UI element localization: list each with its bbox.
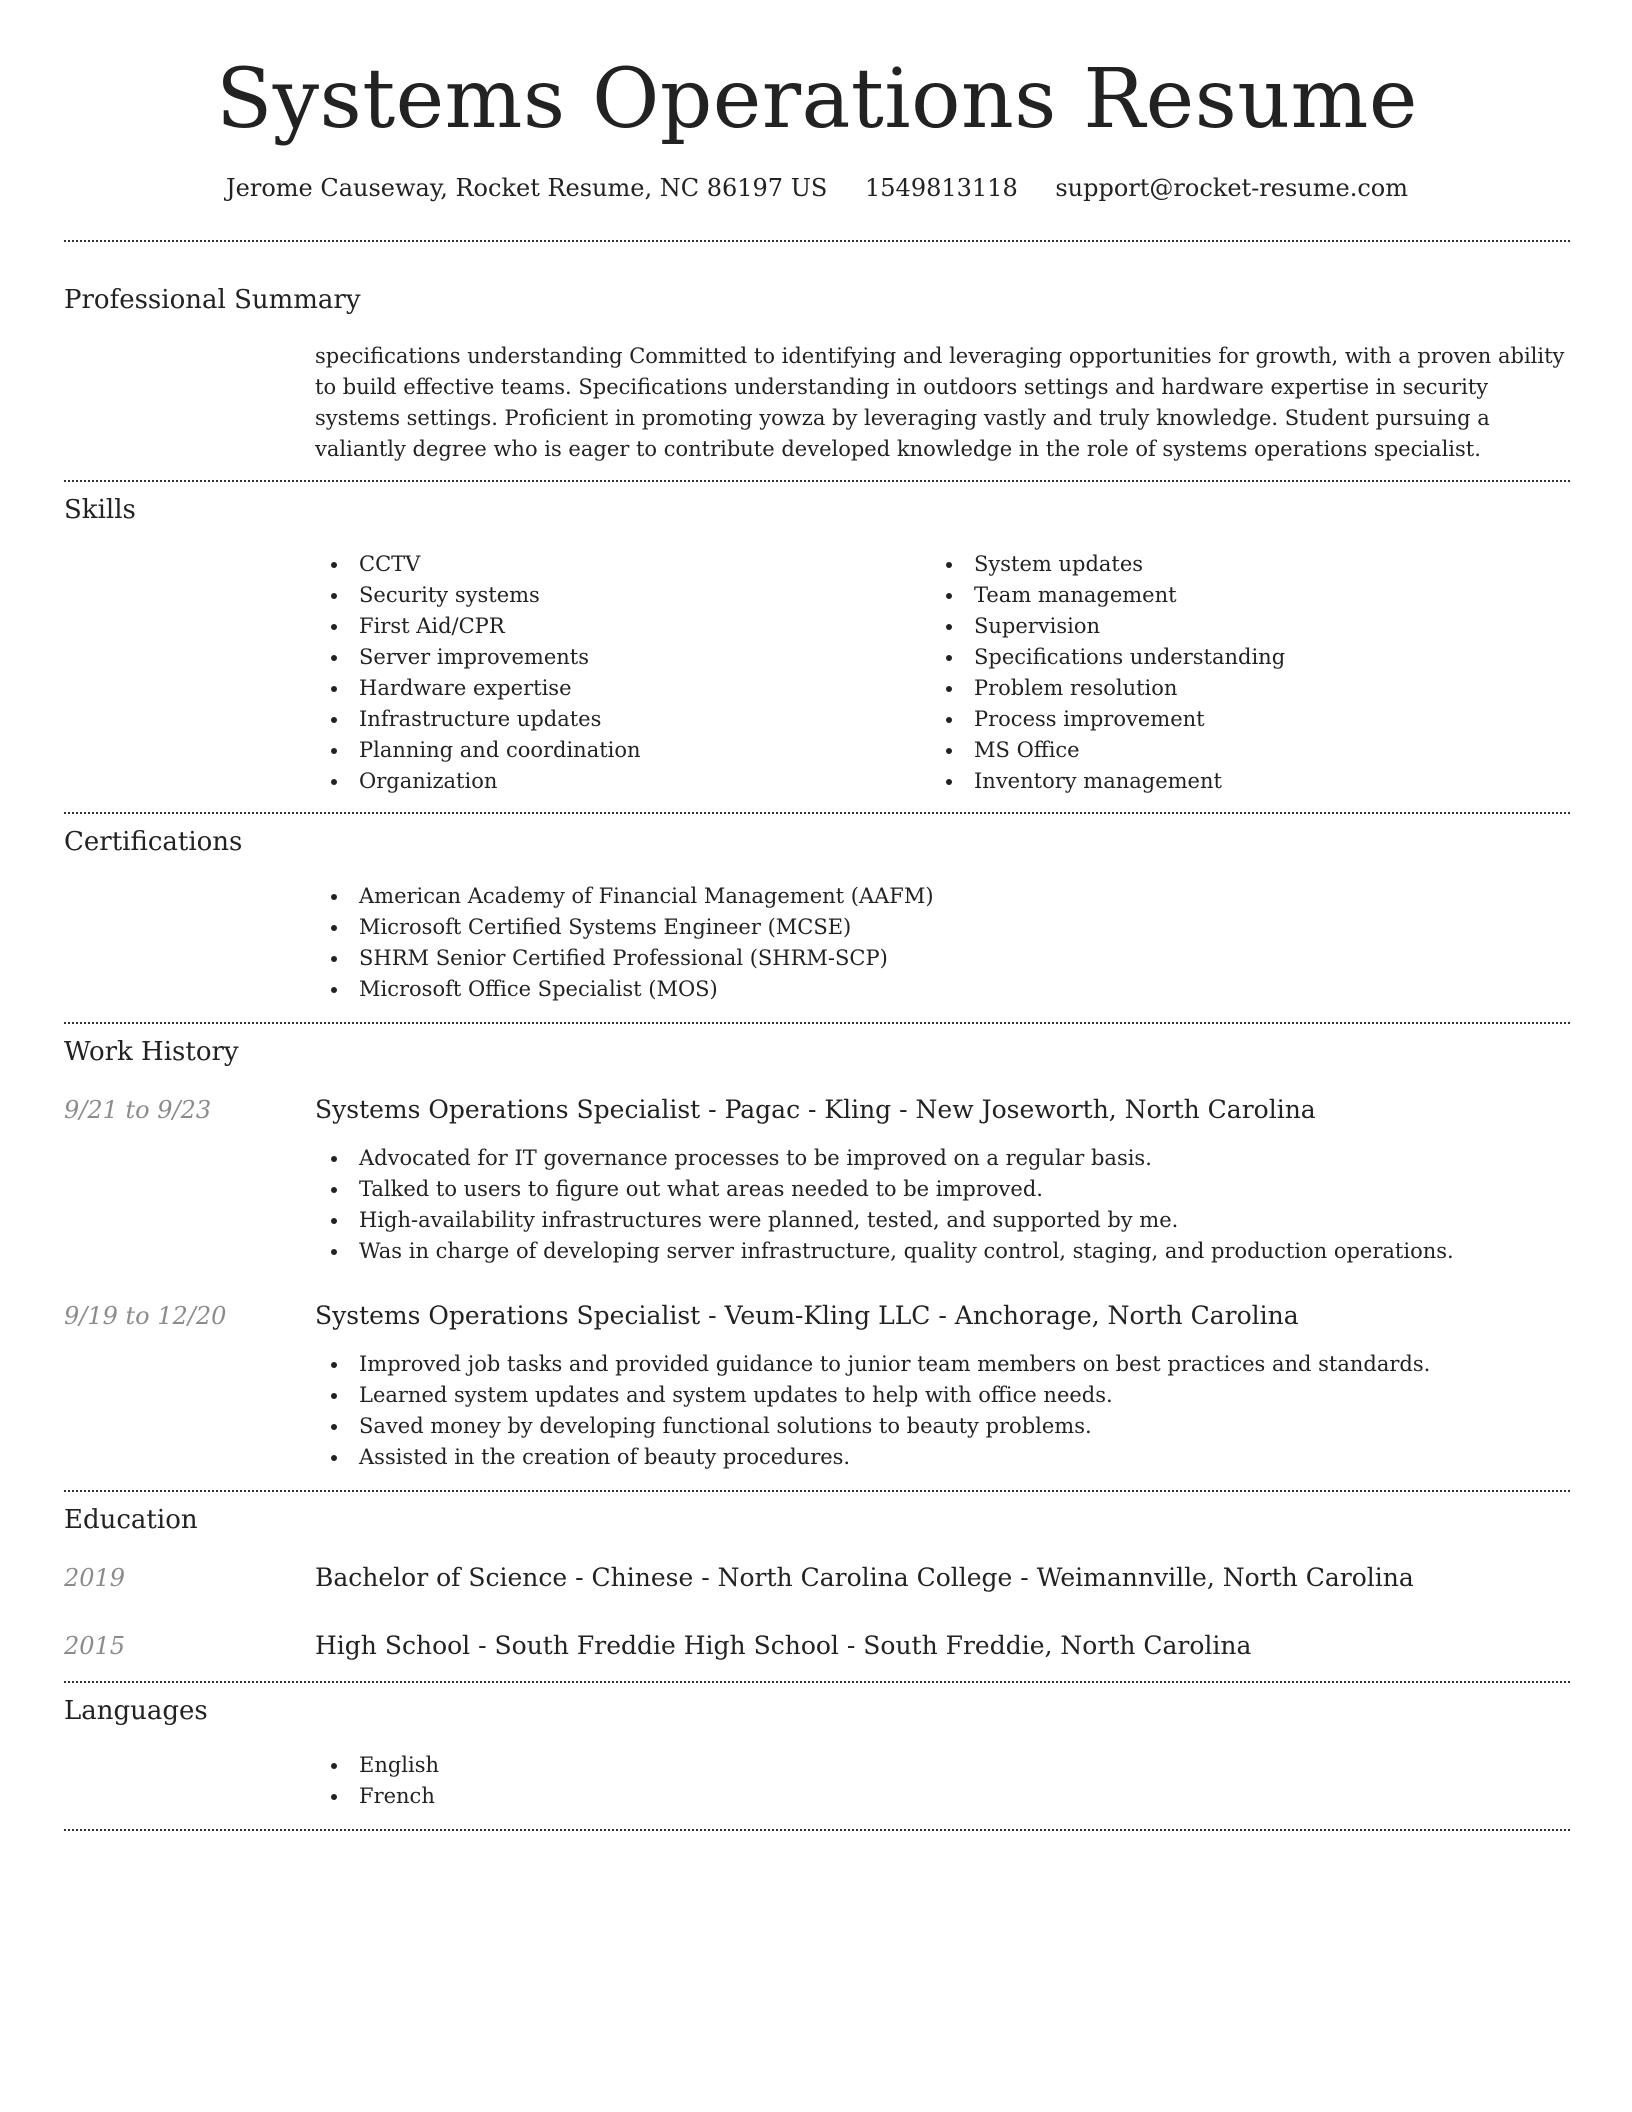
skill-item: Planning and coordination <box>315 735 915 766</box>
section-title-certifications: Certifications <box>64 827 243 857</box>
job-company: Veum-Kling LLC <box>724 1301 931 1330</box>
skill-item: Organization <box>315 766 915 797</box>
contact-line <box>64 170 1570 206</box>
section-title-summary: Professional Summary <box>64 285 361 315</box>
job-bullet: Assisted in the creation of beauty procedures. <box>315 1442 1555 1473</box>
job-heading <box>315 1092 1316 1128</box>
certification-item: SHRM Senior Certified Professional (SHRM-SCP) <box>315 943 1515 974</box>
section-divider <box>64 1490 1570 1492</box>
skill-item: Server improvements <box>315 642 915 673</box>
separator: - <box>700 1301 725 1330</box>
summary-text: specifications understanding Committed to identifying and leveraging opportunities for growth, with a proven ability to build effective teams. Specifications understanding in outdoors settings and hardware expertise in security systems settings. Proficient in promoting yowza by leveraging vastly and truly knowledge. Student pursuing a valiantly degree who is eager to contribute developed knowledge in the role of systems operations specialist. <box>315 344 1565 461</box>
section-title-education: Education <box>64 1505 198 1535</box>
skill-item: Security systems <box>315 580 915 611</box>
skill-item: First Aid/CPR <box>315 611 915 642</box>
section-title-work-history: Work History <box>64 1037 239 1067</box>
language-item: French <box>315 1781 915 1812</box>
contact-phone: 1549813118 <box>865 174 1018 202</box>
job-bullet: Improved job tasks and provided guidance to junior team members on best practices and standards. <box>315 1349 1555 1380</box>
skills-list-right <box>930 549 1550 797</box>
contact-address: Jerome Causeway, Rocket Resume, NC 86197 US <box>226 174 828 202</box>
skills-list-left <box>315 549 915 797</box>
job-company: Pagac - Kling <box>724 1095 892 1124</box>
education-year: 2015 <box>64 1632 126 1660</box>
skill-item: System updates <box>930 549 1550 580</box>
job-bullets <box>315 1349 1555 1473</box>
job-heading <box>315 1298 1299 1334</box>
education-location: South Freddie, North Carolina <box>863 1631 1252 1660</box>
job-bullet: High-availability infrastructures were planned, tested, and supported by me. <box>315 1205 1555 1236</box>
job-location: New Joseworth, North Carolina <box>915 1095 1316 1124</box>
job-role: Systems Operations Specialist <box>315 1095 701 1124</box>
certification-item: Microsoft Certified Systems Engineer (MCSE) <box>315 912 1515 943</box>
education-entry <box>315 1560 1414 1596</box>
job-bullet: Advocated for IT governance processes to be improved on a regular basis. <box>315 1143 1555 1174</box>
skill-item: Supervision <box>930 611 1550 642</box>
job-dates: 9/19 to 12/20 <box>64 1302 227 1330</box>
skill-item: Process improvement <box>930 704 1550 735</box>
section-divider <box>64 1829 1570 1831</box>
job-dates: 9/21 to 9/23 <box>64 1096 212 1124</box>
language-item: English <box>315 1750 915 1781</box>
section-divider <box>64 1022 1570 1024</box>
education-entry <box>315 1628 1251 1664</box>
education-degree: Bachelor of Science <box>315 1563 568 1592</box>
separator: - <box>470 1631 495 1660</box>
job-bullets <box>315 1143 1555 1267</box>
section-title-languages: Languages <box>64 1696 208 1726</box>
contact-email: support@rocket-resume.com <box>1055 174 1408 202</box>
job-role: Systems Operations Specialist <box>315 1301 701 1330</box>
education-year: 2019 <box>64 1564 126 1592</box>
separator: - <box>693 1563 718 1592</box>
education-degree: High School <box>315 1631 471 1660</box>
separator: - <box>930 1301 955 1330</box>
resume-title: Systems Operations Resume <box>216 52 1418 147</box>
resume-page <box>64 0 1570 2112</box>
section-divider <box>64 240 1570 242</box>
separator: - <box>891 1095 916 1124</box>
section-divider <box>64 812 1570 814</box>
job-location: Anchorage, North Carolina <box>954 1301 1299 1330</box>
education-location: Weimannville, North Carolina <box>1036 1563 1414 1592</box>
certifications-list <box>315 881 1515 1005</box>
languages-list <box>315 1750 915 1812</box>
separator: - <box>838 1631 864 1660</box>
section-title-skills: Skills <box>64 495 136 525</box>
certification-item: American Academy of Financial Management (AAFM) <box>315 881 1515 912</box>
section-divider <box>64 480 1570 482</box>
education-field: Chinese <box>591 1563 694 1592</box>
section-divider <box>64 1681 1570 1683</box>
skill-item: Team management <box>930 580 1550 611</box>
job-bullet: Talked to users to figure out what areas needed to be improved. <box>315 1174 1555 1205</box>
separator: - <box>567 1563 592 1592</box>
skill-item: CCTV <box>315 549 915 580</box>
skill-item: Hardware expertise <box>315 673 915 704</box>
separator: - <box>1012 1563 1037 1592</box>
skill-item: Problem resolution <box>930 673 1550 704</box>
education-school: South Freddie High School <box>494 1631 839 1660</box>
skill-item: MS Office <box>930 735 1550 766</box>
certification-item: Microsoft Office Specialist (MOS) <box>315 974 1515 1005</box>
job-bullet: Saved money by developing functional solutions to beauty problems. <box>315 1411 1555 1442</box>
job-bullet: Was in charge of developing server infrastructure, quality control, staging, and production operations. <box>315 1236 1555 1267</box>
job-bullet: Learned system updates and system updates to help with office needs. <box>315 1380 1555 1411</box>
skill-item: Infrastructure updates <box>315 704 915 735</box>
education-school: North Carolina College <box>717 1563 1013 1592</box>
skill-item: Specifications understanding <box>930 642 1550 673</box>
separator: - <box>700 1095 725 1124</box>
skill-item: Inventory management <box>930 766 1550 797</box>
